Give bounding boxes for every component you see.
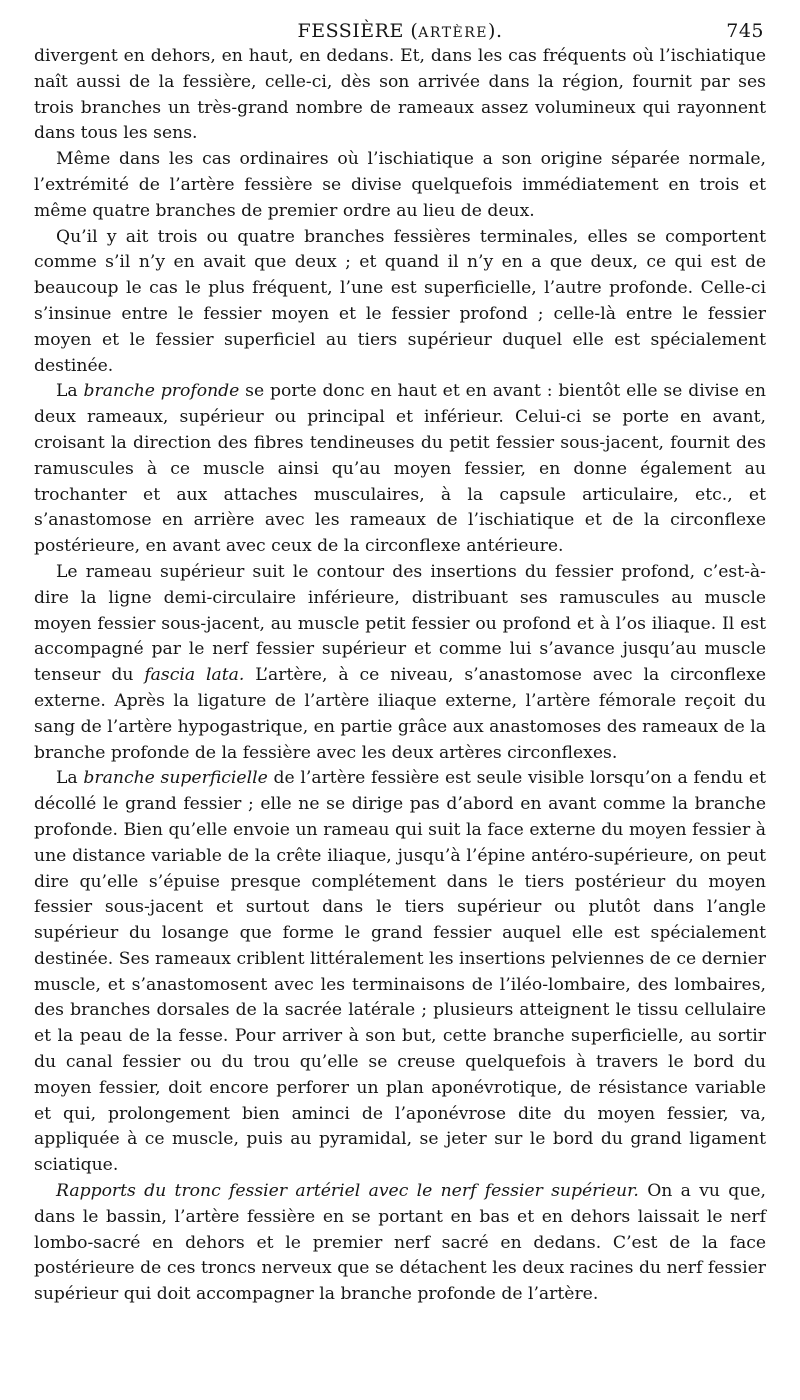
italic-term: fascia lata. bbox=[144, 665, 245, 686]
paragraph-continuation bbox=[34, 44, 766, 147]
paragraph-text: L’artère, à ce niveau, s’anastomose avec la circonflexe externe. Après la ligature de l’artère iliaque externe, l’artère fémorale reçoit du sang de l’artère hypogastrique, en partie grâce aux anastomoses des rameaux de la branche profonde de la fessière avec les deux artères circonflexes. bbox=[34, 665, 766, 763]
paragraph-relations bbox=[34, 1179, 766, 1308]
paragraph-text: divergent en dehors, en haut, en dedans. Et, dans les cas fréquents où l’ischiatique naît aussi de la fessière, celle-ci, dès son arrivée dans la région, fournit par ses trois branches un très-grand nombre de rameaux assez volumineux qui rayonnent dans tous les sens. bbox=[34, 46, 766, 144]
paragraph-text: Même dans les cas ordinaires où l’ischiatique a son origine séparée normale, l’extrémité de l’artère fessière se divise quelquefois immédiatement en trois et même quatre branches de premier ordre au lieu de deux. bbox=[34, 149, 766, 221]
running-header bbox=[34, 10, 766, 44]
paragraph-text: On a vu que, dans le bassin, l’artère fessière en se portant en bas et en dehors laissait le nerf lombo-sacré en dehors et le premier nerf sacré en dedans. C’est de la face postérieure de ces troncs nerveux que se détachent les deux racines du nerf fessier supérieur qui doit accompagner la branche profonde de l’artère. bbox=[34, 1181, 766, 1305]
paragraph-superficial-branch bbox=[34, 766, 766, 1179]
paragraph-terminal-branches bbox=[34, 225, 766, 380]
italic-term: branche profonde bbox=[83, 381, 240, 402]
italic-heading: Rapports du tronc fessier artériel avec le nerf fessier supérieur. bbox=[56, 1181, 639, 1202]
running-title-paren-close: ). bbox=[488, 20, 503, 42]
page-body bbox=[34, 44, 766, 1308]
paragraph-text: La bbox=[56, 768, 84, 789]
paragraph-text: Le rameau supérieur suit le contour des insertions du fessier profond, c’est-à-dire la ligne demi-circulaire inférieure, distribuant ses ramuscules au muscle moyen fessier sous-jacent, au muscle petit fessier ou profond et à l’os iliaque. Il est accompagné par le nerf fessier supérieur et comme lui s’avance jusqu’au muscle tenseur du bbox=[34, 561, 766, 686]
paragraph-superior-ramus bbox=[34, 560, 766, 766]
italic-term: branche superficielle bbox=[83, 768, 268, 789]
running-title-paren-open: ( bbox=[410, 20, 419, 42]
paragraph-text: La bbox=[56, 381, 84, 402]
running-title-subtitle: ARTÈRE bbox=[418, 25, 489, 41]
running-title-main: FESSIÈRE bbox=[297, 20, 404, 42]
paragraph-text: se porte donc en haut et en avant : bientôt elle se divise en deux rameaux, supérieur ou principal et inférieur. Celui-ci se porte en avant, croisant la direction des fibres tendineuses du petit fessier sous-jacent, fournit des ramuscules à ce muscle ainsi qu’au moyen fessier, en donne également au trochanter et aux attaches musculaires, à la capsule articulaire, etc., et s’anastomose en arrière avec les rameaux de l’ischiatique et de la circonflexe postérieure, en avant avec ceux de la circonflexe antérieure. bbox=[34, 381, 766, 557]
paragraph-ordinary-cases bbox=[34, 147, 766, 224]
page-number: 745 bbox=[726, 20, 764, 42]
running-title bbox=[34, 20, 766, 42]
paragraph-text: Qu’il y ait trois ou quatre branches fessières terminales, elles se comportent comme s’il n’y en avait que deux ; et quand il n’y en a que deux, ce qui est de beaucoup le cas le plus fréquent, l’une est superficielle, l’autre profonde. Celle-ci s’insinue entre le fessier moyen et le fessier profond ; celle-là entre le fessier moyen et le fessier superficiel au tiers supérieur duquel elle est spécialement destinée. bbox=[34, 226, 766, 376]
paragraph-deep-branch bbox=[34, 379, 766, 560]
paragraph-text: de l’artère fessière est seule visible lorsqu’on a fendu et décollé le grand fessier ; elle ne se dirige pas d’abord en avant comme la branche profonde. Bien qu’elle envoie un rameau qui suit la face externe du moyen fessier à une distance variable de la crête iliaque, jusqu’à l’épine antéro-supérieure, on peut dire qu’elle s’épuise presque complétement dans le tiers postérieur du moyen fessier sous-jacent et surtout dans le tiers supérieur ou plutôt dans l’angle supérieur du losange que forme le grand fessier auquel elle est spécialement destinée. Ses rameaux criblent littéralement les insertions pelviennes de ce dernier muscle, et s’anastomosent avec les terminaisons de l’iléo-lombaire, des lombaires, des branches dorsales de la sacrée latérale ; plusieurs atteignent le tissu cellulaire et la peau de la fesse. Pour arriver à son but, cette branche superficielle, au sortir du canal fessier ou du trou qu’elle se creuse quelquefois à travers le bord du moyen fessier, doit encore perforer un plan aponévrotique, de résistance variable et qui, prolongement bien aminci de l’aponévrose dite du moyen fessier, va, appliquée à ce muscle, puis au pyramidal, se jeter sur le bord du grand ligament sciatique. bbox=[34, 768, 767, 1176]
